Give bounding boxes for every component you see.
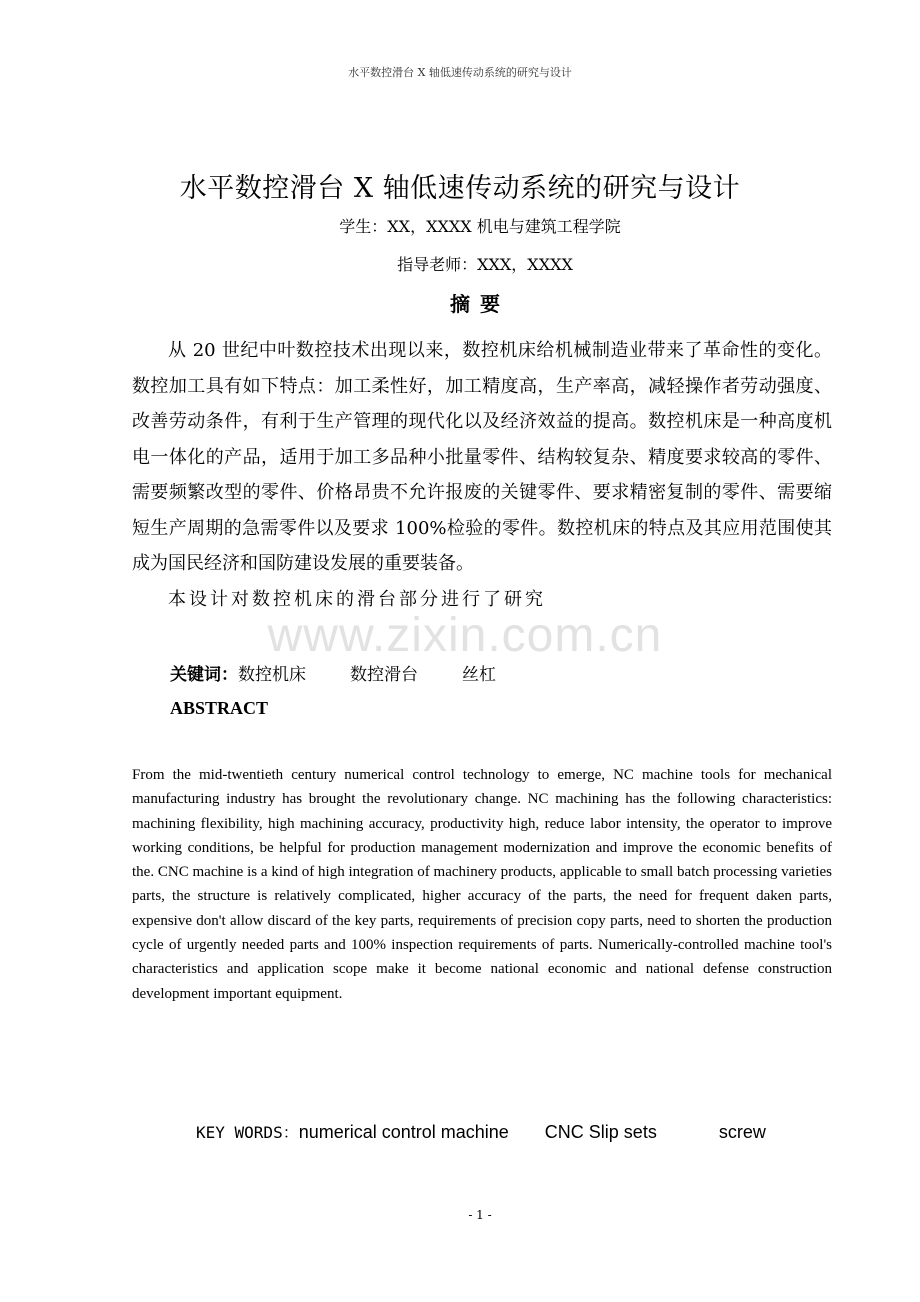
abstract-heading-en: ABSTRACT: [170, 698, 269, 718]
abstract-body-en: From the mid-twentieth century numerical control technology to emerge, NC machine tools for mechanical manufacturing industry has brought the revolutionary change. NC machining has the following characteristics: machining flexibility, high machining accuracy, productivity high, reduce labor intensity, the operator to improve working conditions, be helpful for production management modernization and improve the economic benefits of the. CNC machine is a kind of high integration of machinery products, applicable to small batch processing varieties parts, the structure is relatively complicated, higher accuracy of the parts, the need for frequent daken parts, expensive don't allow discard of the key parts, requirements of precision copy parts, need to shorten the production cycle of urgently needed parts and 100% inspection requirements of parts. Numerically-controlled machine tool's characteristics and application scope make it become national economic and national defense construction development important equipment.: [132, 767, 832, 1002]
keyword-cn: 数控滑台: [350, 665, 418, 685]
keyword-cn: 丝杠: [462, 665, 496, 685]
advisor-line: 指导老师：XXX，XXXX: [397, 255, 573, 274]
page-number: - 1 -: [468, 1208, 492, 1222]
keyword-en: CNC Slip sets: [544, 1122, 657, 1142]
paper-title: 水平数控滑台 X 轴低速传动系统的研究与设计: [179, 173, 741, 204]
author-line: 学生：XX，XXXX 机电与建筑工程学院: [339, 217, 621, 236]
keywords-cn-label: 关键词：: [170, 665, 238, 684]
keywords-cn: [170, 660, 496, 685]
keywords-en: [196, 1120, 766, 1143]
keyword-en: screw: [718, 1122, 766, 1142]
abstract-heading-cn: 摘要: [450, 292, 510, 316]
keyword-en: numerical control machine: [298, 1122, 509, 1142]
keyword-cn: 数控机床: [238, 665, 306, 685]
abstract-paragraph-cn: 从 20 世纪中叶数控技术出现以来，数控机床给机械制造业带来了革命性的变化。数控加工具有如下特点：加工柔性好，加工精度高，生产率高，减轻操作者劳动强度、改善劳动条件，有利于生产管理的现代化以及经济效益的提高。数控机床是一种高度机电一体化的产品，适用于加工多品种小批量零件、结构较复杂、精度要求较高的零件、需要频繁改型的零件、价格昂贵不允许报废的关键零件、要求精密复制的零件、需要缩短生产周期的急需零件以及要求 100%检验的零件。数控机床的特点及其应用范围使其成为国民经济和国防建设发展的重要装备。: [132, 340, 832, 574]
keywords-en-label: KEY WORDS：: [196, 1123, 299, 1142]
running-header: 水平数控滑台 X 轴低速传动系统的研究与设计: [348, 66, 572, 79]
abstract-note-cn: 本设计对数控机床的滑台部分进行了研究: [168, 588, 546, 610]
abstract-body-cn: [132, 333, 832, 617]
watermark: www.zixin.com.cn: [267, 609, 663, 662]
